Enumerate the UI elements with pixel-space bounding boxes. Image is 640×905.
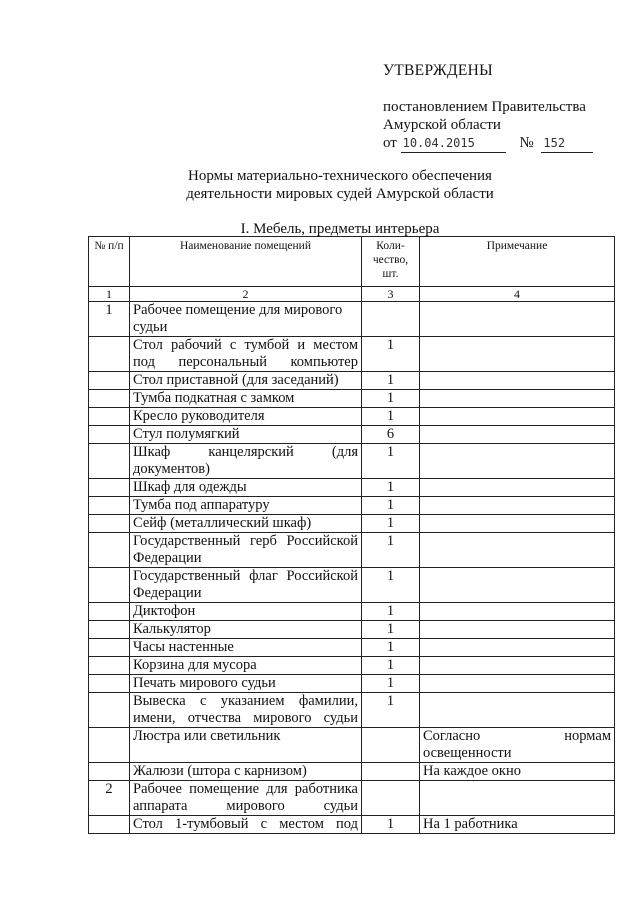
table-row xyxy=(89,426,615,444)
row-name: Тумба подкатная с замком xyxy=(130,390,362,408)
row-number: 2 xyxy=(89,781,130,816)
row-name: Стул полумягкий xyxy=(130,426,362,444)
row-note: Согласно нормам освещенности xyxy=(420,728,615,763)
row-name: Кресло руководителя xyxy=(130,408,362,426)
row-note xyxy=(420,533,615,568)
header-name: Наименование помещений xyxy=(130,237,362,287)
row-note xyxy=(420,337,615,372)
row-qty: 1 xyxy=(362,444,420,479)
row-qty: 1 xyxy=(362,337,420,372)
row-name: Шкаф для одежды xyxy=(130,479,362,497)
row-name: Люстра или светильник xyxy=(130,728,362,763)
row-qty: 1 xyxy=(362,603,420,621)
table-row xyxy=(89,302,615,337)
header-qty: Коли-чество, шт. xyxy=(362,237,420,287)
row-name: Корзина для мусора xyxy=(130,657,362,675)
row-number xyxy=(89,426,130,444)
row-number xyxy=(89,639,130,657)
number-sign: № xyxy=(519,135,534,151)
row-note xyxy=(420,693,615,728)
row-qty: 1 xyxy=(362,497,420,515)
row-note: На 1 работника xyxy=(420,816,615,834)
row-qty: 1 xyxy=(362,621,420,639)
row-qty: 6 xyxy=(362,426,420,444)
row-name: Жалюзи (штора с карнизом) xyxy=(130,763,362,781)
row-number xyxy=(89,372,130,390)
date-prefix: от xyxy=(383,135,397,151)
row-qty: 1 xyxy=(362,408,420,426)
table-row xyxy=(89,497,615,515)
row-number xyxy=(89,479,130,497)
row-note xyxy=(420,603,615,621)
row-note xyxy=(420,515,615,533)
row-qty: 1 xyxy=(362,533,420,568)
row-number xyxy=(89,408,130,426)
approval-block xyxy=(383,62,623,153)
section-heading: I. Мебель, предметы интерьера xyxy=(240,221,440,237)
row-note xyxy=(420,675,615,693)
row-number xyxy=(89,728,130,763)
row-number xyxy=(89,603,130,621)
row-number xyxy=(89,657,130,675)
row-name: Шкаф канцелярский (для документов) xyxy=(130,444,362,479)
row-number xyxy=(89,533,130,568)
row-name: Государственный флаг Российской Федерации xyxy=(130,568,362,603)
table-row xyxy=(89,639,615,657)
row-note xyxy=(420,426,615,444)
table-row xyxy=(89,568,615,603)
table-row xyxy=(89,781,615,816)
row-note xyxy=(420,390,615,408)
row-number xyxy=(89,390,130,408)
approval-date: 10.04.2015 xyxy=(401,134,506,153)
row-qty: 1 xyxy=(362,639,420,657)
table-header-row xyxy=(89,237,615,287)
approval-resolution-line: постановлением Правительства xyxy=(383,99,586,115)
row-qty: 1 xyxy=(362,816,420,834)
row-number xyxy=(89,497,130,515)
row-note xyxy=(420,444,615,479)
row-name: Калькулятор xyxy=(130,621,362,639)
table-row xyxy=(89,408,615,426)
row-qty xyxy=(362,302,420,337)
row-qty xyxy=(362,763,420,781)
table-row xyxy=(89,763,615,781)
row-name: Вывеска с указанием фамилии, имени, отчества мирового судьи xyxy=(130,693,362,728)
row-name: Сейф (металлический шкаф) xyxy=(130,515,362,533)
row-qty: 1 xyxy=(362,568,420,603)
header-note: Примечание xyxy=(420,237,615,287)
row-note xyxy=(420,621,615,639)
row-qty: 1 xyxy=(362,657,420,675)
approved-heading: УТВЕРЖДЕНЫ xyxy=(383,62,493,79)
column-number-row xyxy=(89,287,615,302)
header-num: № п/п xyxy=(89,237,130,287)
approval-date-line xyxy=(383,134,623,153)
row-note xyxy=(420,372,615,390)
row-qty: 1 xyxy=(362,693,420,728)
table-row xyxy=(89,693,615,728)
row-qty: 1 xyxy=(362,372,420,390)
row-number: 1 xyxy=(89,302,130,337)
column-number: 3 xyxy=(362,287,420,302)
title-line-1: Нормы материально-технического обеспечения xyxy=(188,168,492,184)
row-qty: 1 xyxy=(362,675,420,693)
row-number xyxy=(89,444,130,479)
row-number xyxy=(89,515,130,533)
table-row xyxy=(89,533,615,568)
row-name: Стол 1-тумбовый с местом под xyxy=(130,816,362,834)
row-number xyxy=(89,763,130,781)
row-name: Стол приставной (для заседаний) xyxy=(130,372,362,390)
column-number: 2 xyxy=(130,287,362,302)
row-qty xyxy=(362,728,420,763)
row-note xyxy=(420,568,615,603)
table-row xyxy=(89,372,615,390)
table-row xyxy=(89,621,615,639)
column-number: 1 xyxy=(89,287,130,302)
table-row xyxy=(89,728,615,763)
column-number: 4 xyxy=(420,287,615,302)
row-qty: 1 xyxy=(362,479,420,497)
table-row xyxy=(89,390,615,408)
row-name: Государственный герб Российской Федерации xyxy=(130,533,362,568)
row-note xyxy=(420,408,615,426)
row-number xyxy=(89,337,130,372)
table-row xyxy=(89,657,615,675)
document-title xyxy=(130,167,550,203)
row-name: Рабочее помещение для мирового судьи xyxy=(130,302,362,337)
row-number xyxy=(89,816,130,834)
row-name: Печать мирового судьи xyxy=(130,675,362,693)
row-number xyxy=(89,621,130,639)
row-number xyxy=(89,693,130,728)
row-name: Стол рабочий с тумбой и местом под персональный компьютер xyxy=(130,337,362,372)
row-number xyxy=(89,568,130,603)
table-row xyxy=(89,479,615,497)
row-qty: 1 xyxy=(362,390,420,408)
row-note xyxy=(420,639,615,657)
row-note xyxy=(420,302,615,337)
table-row xyxy=(89,603,615,621)
row-note xyxy=(420,479,615,497)
table-row xyxy=(89,515,615,533)
row-qty xyxy=(362,781,420,816)
table-row xyxy=(89,444,615,479)
row-note xyxy=(420,781,615,816)
approval-number: 152 xyxy=(541,134,593,153)
row-note xyxy=(420,657,615,675)
row-name: Часы настенные xyxy=(130,639,362,657)
approval-region-line: Амурской области xyxy=(383,117,501,133)
row-note xyxy=(420,497,615,515)
row-number xyxy=(89,675,130,693)
table-row xyxy=(89,816,615,834)
title-line-2: деятельности мировых судей Амурской области xyxy=(186,186,494,202)
row-name: Диктофон xyxy=(130,603,362,621)
row-name: Тумба под аппаратуру xyxy=(130,497,362,515)
row-name: Рабочее помещение для работника аппарата мирового судьи xyxy=(130,781,362,816)
table-row xyxy=(89,675,615,693)
row-note: На каждое окно xyxy=(420,763,615,781)
table-row xyxy=(89,337,615,372)
row-qty: 1 xyxy=(362,515,420,533)
furniture-norms-table xyxy=(88,236,615,834)
